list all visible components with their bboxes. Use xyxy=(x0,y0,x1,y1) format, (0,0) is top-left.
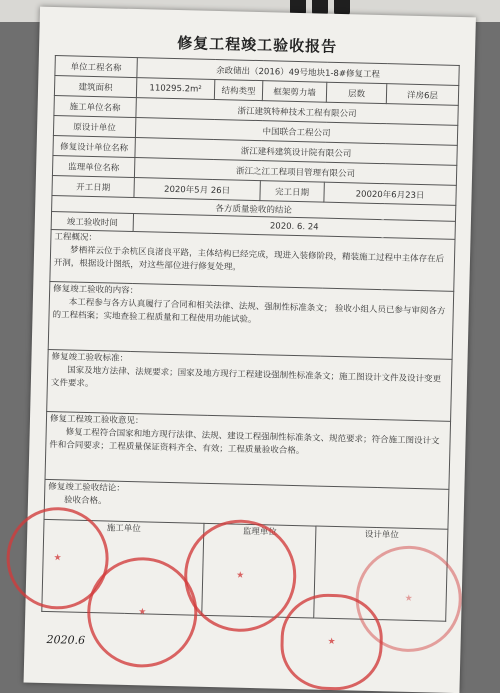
opinion-label: 修复工程竣工验收意见： xyxy=(49,414,144,427)
finish-date-label: 完工日期 xyxy=(260,181,324,203)
contractor-label: 施工单位名称 xyxy=(54,96,136,118)
overview-text: 梦栖祥云位于余杭区良渚良平路，主体结构已经完成，现进入装修阶段，精装施工过程中主体存在后开洞，根据设计图纸，对这些部位进行修复处理。 xyxy=(53,245,445,273)
seal-star-icon: ★ xyxy=(236,570,245,581)
repair-designer-label: 修复设计单位名称 xyxy=(53,136,135,158)
repair-designer-value: 浙江建科建筑设计院有限公司 xyxy=(135,138,457,166)
content-text: 本工程参与各方认真履行了合同和相关法律、法规、强制性标准条文； 验收小组人员已参与审阅各方的工程档案；实地查验工程质量和工程使用功能试验。 xyxy=(52,297,446,326)
standard-text: 国家及地方法律、法规要求；国家及地方现行工程建设强制性标准条文；施工图设计文件及设计变更文件要求。 xyxy=(50,365,442,390)
start-date-label: 开工日期 xyxy=(52,176,134,198)
structure-value: 框架剪力墙 xyxy=(262,81,326,103)
contractor-sign-label: 施工单位 xyxy=(106,523,141,535)
overview-label: 工程概况： xyxy=(54,232,98,244)
seal-star-icon: ★ xyxy=(138,607,147,618)
result-label: 修复竣工验收结论： xyxy=(48,482,125,494)
area-label: 建筑面积 xyxy=(54,76,136,98)
opinion-cell xyxy=(45,411,451,489)
seal-star-icon: ★ xyxy=(53,553,62,564)
finish-date-value: 20020年6月23日 xyxy=(324,182,456,205)
union-seal-stamp xyxy=(279,593,383,691)
supervisor-sign-label: 监理单位 xyxy=(242,526,277,538)
supervisor-value: 浙江之江工程项目管理有限公司 xyxy=(134,158,456,186)
project-name-label: 单位工程名称 xyxy=(55,56,137,78)
standard-cell xyxy=(47,349,452,421)
designer-value: 中国联合工程公司 xyxy=(135,118,457,146)
content-cell xyxy=(48,281,454,359)
opinion-text: 修复工程符合国家和地方现行法律、法规、建设工程强制性标准条文、规范要求；符合施工图设计文件和合同要求；工程质量保证资料齐全、有效；工程质量验收合格。 xyxy=(49,427,440,457)
structure-label: 结构类型 xyxy=(214,79,262,100)
handwritten-date: 2020.6 xyxy=(46,633,86,647)
acceptance-time-value: 2020. 6. 24 xyxy=(133,214,455,240)
floors-value: 洋房6层 xyxy=(386,84,458,106)
acceptance-time-label: 竣工验收时间 xyxy=(51,212,133,232)
design-sign-label: 设计单位 xyxy=(364,529,399,541)
content-label: 修复竣工验收的内容： xyxy=(53,284,139,297)
start-date-value: 2020年5月 26日 xyxy=(134,178,260,201)
report-page xyxy=(24,7,476,693)
designer-label: 原设计单位 xyxy=(53,116,135,138)
standard-label: 修复竣工验收标准： xyxy=(51,352,129,364)
result-text: 验收合格。 xyxy=(63,495,107,507)
conclusion-header: 各方质量验收的结论 xyxy=(52,196,456,222)
seal-star-icon: ★ xyxy=(327,636,336,648)
area-value: 110295.2m² xyxy=(136,78,214,100)
project-name-value: 余政储出（2016）49号地块1-8#修复工程 xyxy=(137,58,459,86)
supervisor-label: 监理单位名称 xyxy=(52,156,134,178)
floors-label: 层数 xyxy=(326,82,386,103)
report-title: 修复工程竣工验收报告 xyxy=(176,34,338,56)
seal-star-icon: ★ xyxy=(404,593,413,604)
contractor-value: 浙江建筑特种技术工程有限公司 xyxy=(136,98,458,126)
